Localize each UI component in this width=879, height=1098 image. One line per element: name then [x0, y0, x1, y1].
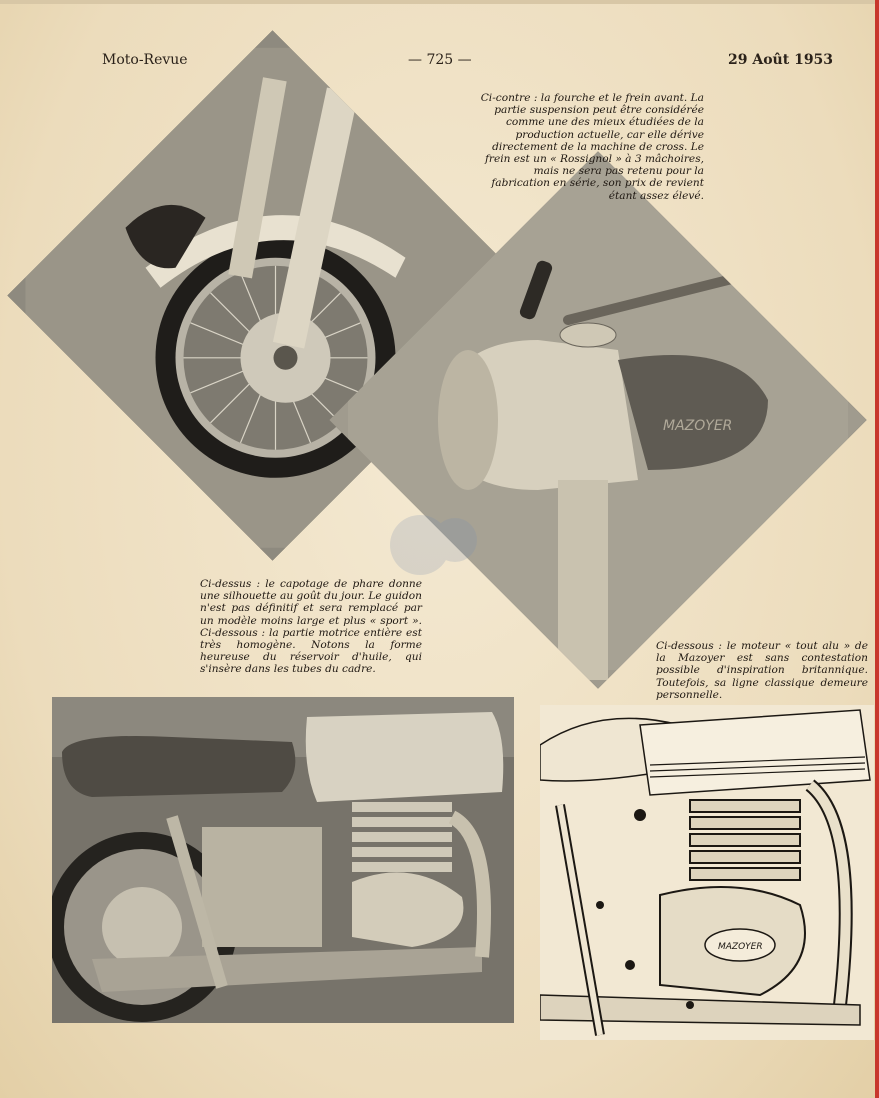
- drawing-engine: [540, 705, 874, 1040]
- header-magazine-name: Moto-Revue: [102, 52, 188, 68]
- page-right-edge: [875, 0, 879, 1098]
- page-top-edge: [0, 0, 879, 4]
- photo-engine-side: [52, 697, 514, 1023]
- caption-engine: Ci-dessous : le moteur « tout alu » de la Mazoyer est sans contestation possible d'inspiration britannique. Toutefois, sa ligne classique demeure personnelle.: [656, 640, 868, 701]
- header-page-number: — 725 —: [408, 52, 472, 68]
- caption-front-fork: Ci-contre : la fourche et le frein avant. La partie suspension peut être considérée comme une des mieux étudiées de la production actuelle, car elle dérive directement de la machine de cross. Le frein est un « Rossignol » à 3 mâchoires, mais ne sera pas retenu pour la fabrication en série, son prix de revient étant assez élevé.: [480, 92, 704, 202]
- header-date: 29 Août 1953: [728, 52, 834, 68]
- engine-line-drawing: [540, 705, 874, 1040]
- watermark-logo: [380, 505, 490, 585]
- engine-side-illustration: [52, 697, 514, 1023]
- svg-text:MAZOYER: MAZOYER: [663, 418, 733, 434]
- caption-headlamp: Ci-dessus : le capotage de phare donne une silhouette au goût du jour. Le guidon n'est pas définitif et sera remplacé par un modèle moins large et plus « sport ». Ci-dessous : la partie motrice entière est très homogène. Notons la forme heureuse du réservoir d'huile, qui s'insère dans les tubes du cadre.: [200, 578, 422, 676]
- svg-text:MAZOYER: MAZOYER: [718, 942, 763, 952]
